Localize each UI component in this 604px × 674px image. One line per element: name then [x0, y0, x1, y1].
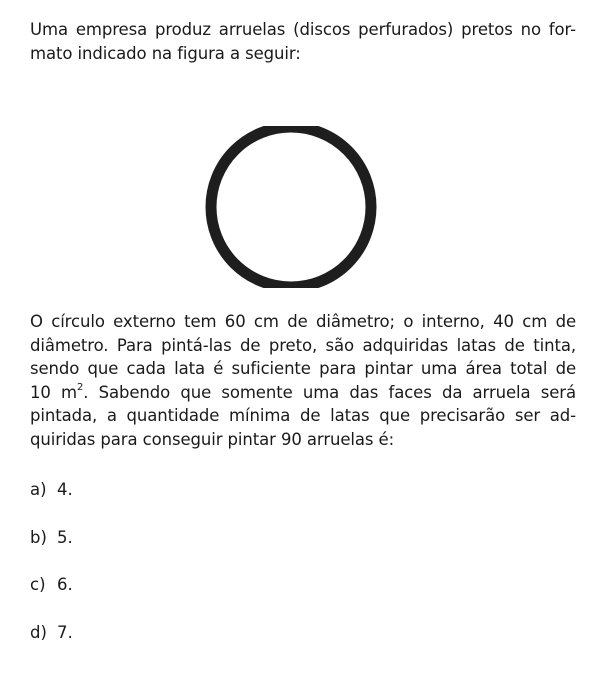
answer-options — [30, 478, 330, 669]
washer-figure — [196, 126, 388, 288]
option-value: 6. — [57, 575, 73, 595]
area-exponent: 2 — [76, 382, 84, 393]
option-letter: d) — [30, 623, 47, 643]
intro-line-2: mato indicado na figura a seguir: — [30, 43, 301, 63]
option-d[interactable] — [30, 621, 330, 669]
area-value: 10 m — [30, 382, 77, 402]
body-line-1: O círculo externo tem 60 cm de diâmetro; o interno, 40 cm de — [30, 312, 576, 331]
option-letter: a) — [30, 480, 47, 499]
body-line-5: pintada, a quantidade mínima de latas que precisarão ser ad- — [30, 406, 576, 425]
area-rest: . Sabendo que somente uma das faces da arruela será — [83, 382, 576, 402]
option-c[interactable] — [30, 573, 330, 621]
question-intro — [30, 18, 576, 65]
option-letter: b) — [30, 527, 47, 547]
option-letter: c) — [30, 575, 46, 595]
option-value: 4. — [57, 480, 73, 499]
option-value: 7. — [57, 623, 73, 643]
washer-ring — [211, 127, 371, 287]
question-body — [30, 310, 576, 451]
body-line-6: quiridas para conseguir pintar 90 arruelas é: — [30, 429, 395, 449]
body-line-2: diâmetro. Para pintá-las de preto, são adquiridas latas de tinta, — [30, 335, 576, 355]
intro-line-1: Uma empresa produz arruelas (discos perfurados) pretos no for- — [30, 20, 576, 39]
option-value: 5. — [57, 527, 73, 547]
option-b[interactable] — [30, 526, 330, 574]
option-a[interactable] — [30, 478, 330, 526]
body-line-4 — [30, 381, 576, 405]
body-line-3: sendo que cada lata é suficiente para pintar uma área total de — [30, 359, 576, 378]
